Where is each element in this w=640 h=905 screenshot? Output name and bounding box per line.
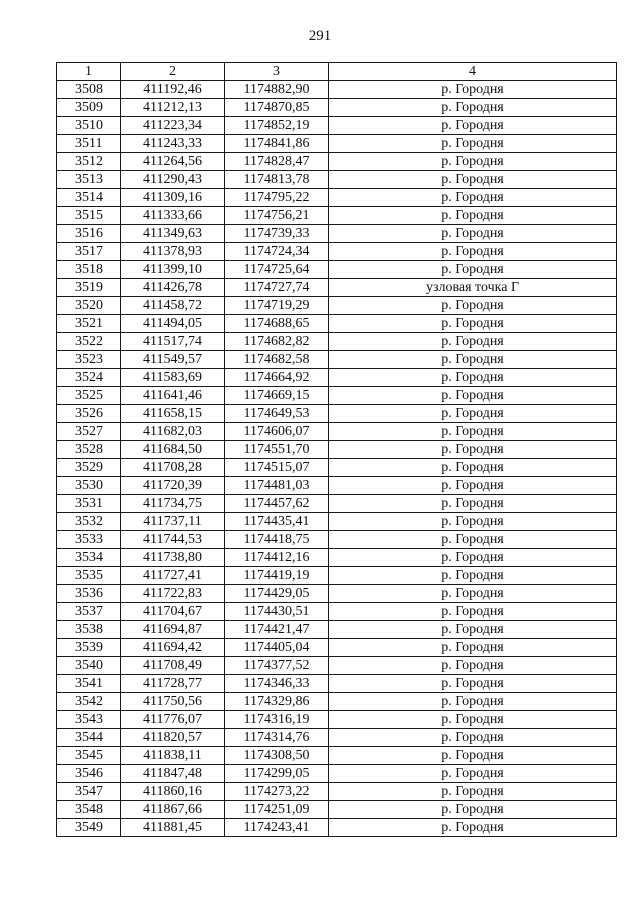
y-coordinate-cell: 1174329,86: [225, 693, 329, 711]
x-coordinate-cell: 411399,10: [121, 261, 225, 279]
description-cell: р. Городня: [329, 171, 617, 189]
point-number-cell: 3534: [57, 549, 121, 567]
column-header-1: 1: [57, 63, 121, 81]
description-cell: р. Городня: [329, 477, 617, 495]
description-cell: р. Городня: [329, 441, 617, 459]
table-row: [57, 279, 617, 297]
table-row: [57, 333, 617, 351]
point-number-cell: 3520: [57, 297, 121, 315]
point-number-cell: 3527: [57, 423, 121, 441]
table-row: [57, 495, 617, 513]
point-number-cell: 3523: [57, 351, 121, 369]
table-body: [57, 81, 617, 837]
table-row: [57, 585, 617, 603]
x-coordinate-cell: 411682,03: [121, 423, 225, 441]
y-coordinate-cell: 1174273,22: [225, 783, 329, 801]
x-coordinate-cell: 411708,28: [121, 459, 225, 477]
point-number-cell: 3514: [57, 189, 121, 207]
point-number-cell: 3536: [57, 585, 121, 603]
point-number-cell: 3549: [57, 819, 121, 837]
x-coordinate-cell: 411684,50: [121, 441, 225, 459]
y-coordinate-cell: 1174418,75: [225, 531, 329, 549]
x-coordinate-cell: 411309,16: [121, 189, 225, 207]
description-cell: р. Городня: [329, 783, 617, 801]
y-coordinate-cell: 1174481,03: [225, 477, 329, 495]
x-coordinate-cell: 411549,57: [121, 351, 225, 369]
point-number-cell: 3528: [57, 441, 121, 459]
point-number-cell: 3530: [57, 477, 121, 495]
y-coordinate-cell: 1174795,22: [225, 189, 329, 207]
y-coordinate-cell: 1174739,33: [225, 225, 329, 243]
point-number-cell: 3543: [57, 711, 121, 729]
description-cell: р. Городня: [329, 423, 617, 441]
x-coordinate-cell: 411694,42: [121, 639, 225, 657]
table-row: [57, 171, 617, 189]
description-cell: р. Городня: [329, 747, 617, 765]
x-coordinate-cell: 411820,57: [121, 729, 225, 747]
y-coordinate-cell: 1174682,58: [225, 351, 329, 369]
description-cell: р. Городня: [329, 495, 617, 513]
header-row: [57, 63, 617, 81]
point-number-cell: 3529: [57, 459, 121, 477]
table-row: [57, 117, 617, 135]
description-cell: р. Городня: [329, 657, 617, 675]
y-coordinate-cell: 1174515,07: [225, 459, 329, 477]
description-cell: р. Городня: [329, 387, 617, 405]
x-coordinate-cell: 411290,43: [121, 171, 225, 189]
x-coordinate-cell: 411776,07: [121, 711, 225, 729]
x-coordinate-cell: 411727,41: [121, 567, 225, 585]
x-coordinate-cell: 411333,66: [121, 207, 225, 225]
point-number-cell: 3517: [57, 243, 121, 261]
y-coordinate-cell: 1174429,05: [225, 585, 329, 603]
point-number-cell: 3511: [57, 135, 121, 153]
x-coordinate-cell: 411728,77: [121, 675, 225, 693]
description-cell: р. Городня: [329, 261, 617, 279]
page-number: 291: [308, 28, 332, 44]
x-coordinate-cell: 411349,63: [121, 225, 225, 243]
x-coordinate-cell: 411426,78: [121, 279, 225, 297]
description-cell: р. Городня: [329, 639, 617, 657]
description-cell: р. Городня: [329, 189, 617, 207]
column-header-2: 2: [121, 63, 225, 81]
table-row: [57, 801, 617, 819]
x-coordinate-cell: 411847,48: [121, 765, 225, 783]
point-number-cell: 3545: [57, 747, 121, 765]
x-coordinate-cell: 411738,80: [121, 549, 225, 567]
y-coordinate-cell: 1174430,51: [225, 603, 329, 621]
y-coordinate-cell: 1174725,64: [225, 261, 329, 279]
y-coordinate-cell: 1174316,19: [225, 711, 329, 729]
description-cell: р. Городня: [329, 297, 617, 315]
y-coordinate-cell: 1174251,09: [225, 801, 329, 819]
table-row: [57, 315, 617, 333]
x-coordinate-cell: 411881,45: [121, 819, 225, 837]
x-coordinate-cell: 411737,11: [121, 513, 225, 531]
table-row: [57, 477, 617, 495]
y-coordinate-cell: 1174882,90: [225, 81, 329, 99]
table-row: [57, 135, 617, 153]
x-coordinate-cell: 411734,75: [121, 495, 225, 513]
x-coordinate-cell: 411494,05: [121, 315, 225, 333]
y-coordinate-cell: 1174841,86: [225, 135, 329, 153]
y-coordinate-cell: 1174649,53: [225, 405, 329, 423]
x-coordinate-cell: 411641,46: [121, 387, 225, 405]
y-coordinate-cell: 1174346,33: [225, 675, 329, 693]
description-cell: р. Городня: [329, 549, 617, 567]
y-coordinate-cell: 1174421,47: [225, 621, 329, 639]
y-coordinate-cell: 1174377,52: [225, 657, 329, 675]
description-cell: р. Городня: [329, 459, 617, 477]
table-row: [57, 621, 617, 639]
coordinates-table: [56, 62, 617, 837]
description-cell: р. Городня: [329, 405, 617, 423]
point-number-cell: 3547: [57, 783, 121, 801]
description-cell: р. Городня: [329, 567, 617, 585]
y-coordinate-cell: 1174299,05: [225, 765, 329, 783]
point-number-cell: 3533: [57, 531, 121, 549]
description-cell: р. Городня: [329, 351, 617, 369]
point-number-cell: 3512: [57, 153, 121, 171]
table-header: [57, 63, 617, 81]
y-coordinate-cell: 1174669,15: [225, 387, 329, 405]
y-coordinate-cell: 1174412,16: [225, 549, 329, 567]
table-row: [57, 423, 617, 441]
x-coordinate-cell: 411458,72: [121, 297, 225, 315]
x-coordinate-cell: 411223,34: [121, 117, 225, 135]
description-cell: р. Городня: [329, 153, 617, 171]
point-number-cell: 3538: [57, 621, 121, 639]
table-row: [57, 765, 617, 783]
table-row: [57, 531, 617, 549]
y-coordinate-cell: 1174664,92: [225, 369, 329, 387]
y-coordinate-cell: 1174435,41: [225, 513, 329, 531]
point-number-cell: 3521: [57, 315, 121, 333]
point-number-cell: 3546: [57, 765, 121, 783]
table-row: [57, 693, 617, 711]
x-coordinate-cell: 411658,15: [121, 405, 225, 423]
y-coordinate-cell: 1174308,50: [225, 747, 329, 765]
x-coordinate-cell: 411722,83: [121, 585, 225, 603]
y-coordinate-cell: 1174314,76: [225, 729, 329, 747]
table-row: [57, 729, 617, 747]
point-number-cell: 3524: [57, 369, 121, 387]
y-coordinate-cell: 1174405,04: [225, 639, 329, 657]
point-number-cell: 3535: [57, 567, 121, 585]
x-coordinate-cell: 411517,74: [121, 333, 225, 351]
table-row: [57, 783, 617, 801]
table-row: [57, 351, 617, 369]
point-number-cell: 3539: [57, 639, 121, 657]
description-cell: р. Городня: [329, 513, 617, 531]
point-number-cell: 3548: [57, 801, 121, 819]
x-coordinate-cell: 411192,46: [121, 81, 225, 99]
table-row: [57, 819, 617, 837]
description-cell: р. Городня: [329, 315, 617, 333]
x-coordinate-cell: 411583,69: [121, 369, 225, 387]
point-number-cell: 3513: [57, 171, 121, 189]
column-header-3: 3: [225, 63, 329, 81]
x-coordinate-cell: 411720,39: [121, 477, 225, 495]
x-coordinate-cell: 411744,53: [121, 531, 225, 549]
table-row: [57, 81, 617, 99]
y-coordinate-cell: 1174727,74: [225, 279, 329, 297]
table-row: [57, 459, 617, 477]
x-coordinate-cell: 411750,56: [121, 693, 225, 711]
description-cell: р. Городня: [329, 711, 617, 729]
description-cell: р. Городня: [329, 135, 617, 153]
table-row: [57, 441, 617, 459]
y-coordinate-cell: 1174243,41: [225, 819, 329, 837]
description-cell: р. Городня: [329, 531, 617, 549]
x-coordinate-cell: 411243,33: [121, 135, 225, 153]
description-cell: р. Городня: [329, 243, 617, 261]
x-coordinate-cell: 411264,56: [121, 153, 225, 171]
table-row: [57, 297, 617, 315]
point-number-cell: 3522: [57, 333, 121, 351]
point-number-cell: 3508: [57, 81, 121, 99]
y-coordinate-cell: 1174606,07: [225, 423, 329, 441]
description-cell: р. Городня: [329, 603, 617, 621]
x-coordinate-cell: 411378,93: [121, 243, 225, 261]
point-number-cell: 3531: [57, 495, 121, 513]
table-row: [57, 207, 617, 225]
description-cell: р. Городня: [329, 693, 617, 711]
description-cell: р. Городня: [329, 585, 617, 603]
description-cell: р. Городня: [329, 621, 617, 639]
description-cell: р. Городня: [329, 225, 617, 243]
description-cell: р. Городня: [329, 99, 617, 117]
table-row: [57, 189, 617, 207]
point-number-cell: 3525: [57, 387, 121, 405]
table-row: [57, 657, 617, 675]
y-coordinate-cell: 1174551,70: [225, 441, 329, 459]
y-coordinate-cell: 1174419,19: [225, 567, 329, 585]
point-number-cell: 3510: [57, 117, 121, 135]
table-row: [57, 243, 617, 261]
point-number-cell: 3526: [57, 405, 121, 423]
point-number-cell: 3541: [57, 675, 121, 693]
point-number-cell: 3519: [57, 279, 121, 297]
point-number-cell: 3537: [57, 603, 121, 621]
y-coordinate-cell: 1174870,85: [225, 99, 329, 117]
point-number-cell: 3544: [57, 729, 121, 747]
table-row: [57, 261, 617, 279]
table-row: [57, 387, 617, 405]
y-coordinate-cell: 1174688,65: [225, 315, 329, 333]
point-number-cell: 3540: [57, 657, 121, 675]
x-coordinate-cell: 411860,16: [121, 783, 225, 801]
y-coordinate-cell: 1174756,21: [225, 207, 329, 225]
description-cell: р. Городня: [329, 729, 617, 747]
table-row: [57, 513, 617, 531]
description-cell: р. Городня: [329, 81, 617, 99]
point-number-cell: 3518: [57, 261, 121, 279]
table-row: [57, 369, 617, 387]
x-coordinate-cell: 411838,11: [121, 747, 225, 765]
point-number-cell: 3509: [57, 99, 121, 117]
table-row: [57, 225, 617, 243]
table-row: [57, 747, 617, 765]
table-row: [57, 639, 617, 657]
x-coordinate-cell: 411867,66: [121, 801, 225, 819]
table-row: [57, 549, 617, 567]
y-coordinate-cell: 1174828,47: [225, 153, 329, 171]
column-header-4: 4: [329, 63, 617, 81]
description-cell: р. Городня: [329, 333, 617, 351]
table-row: [57, 567, 617, 585]
description-cell: р. Городня: [329, 819, 617, 837]
table-row: [57, 675, 617, 693]
point-number-cell: 3532: [57, 513, 121, 531]
table-row: [57, 603, 617, 621]
table-row: [57, 711, 617, 729]
x-coordinate-cell: 411694,87: [121, 621, 225, 639]
y-coordinate-cell: 1174724,34: [225, 243, 329, 261]
description-cell: р. Городня: [329, 765, 617, 783]
point-number-cell: 3542: [57, 693, 121, 711]
description-cell: узловая точка Г: [329, 279, 617, 297]
x-coordinate-cell: 411708,49: [121, 657, 225, 675]
point-number-cell: 3515: [57, 207, 121, 225]
table-row: [57, 153, 617, 171]
description-cell: р. Городня: [329, 207, 617, 225]
y-coordinate-cell: 1174457,62: [225, 495, 329, 513]
table-row: [57, 99, 617, 117]
x-coordinate-cell: 411212,13: [121, 99, 225, 117]
y-coordinate-cell: 1174682,82: [225, 333, 329, 351]
y-coordinate-cell: 1174852,19: [225, 117, 329, 135]
description-cell: р. Городня: [329, 675, 617, 693]
y-coordinate-cell: 1174719,29: [225, 297, 329, 315]
description-cell: р. Городня: [329, 117, 617, 135]
table-row: [57, 405, 617, 423]
description-cell: р. Городня: [329, 369, 617, 387]
description-cell: р. Городня: [329, 801, 617, 819]
x-coordinate-cell: 411704,67: [121, 603, 225, 621]
point-number-cell: 3516: [57, 225, 121, 243]
y-coordinate-cell: 1174813,78: [225, 171, 329, 189]
